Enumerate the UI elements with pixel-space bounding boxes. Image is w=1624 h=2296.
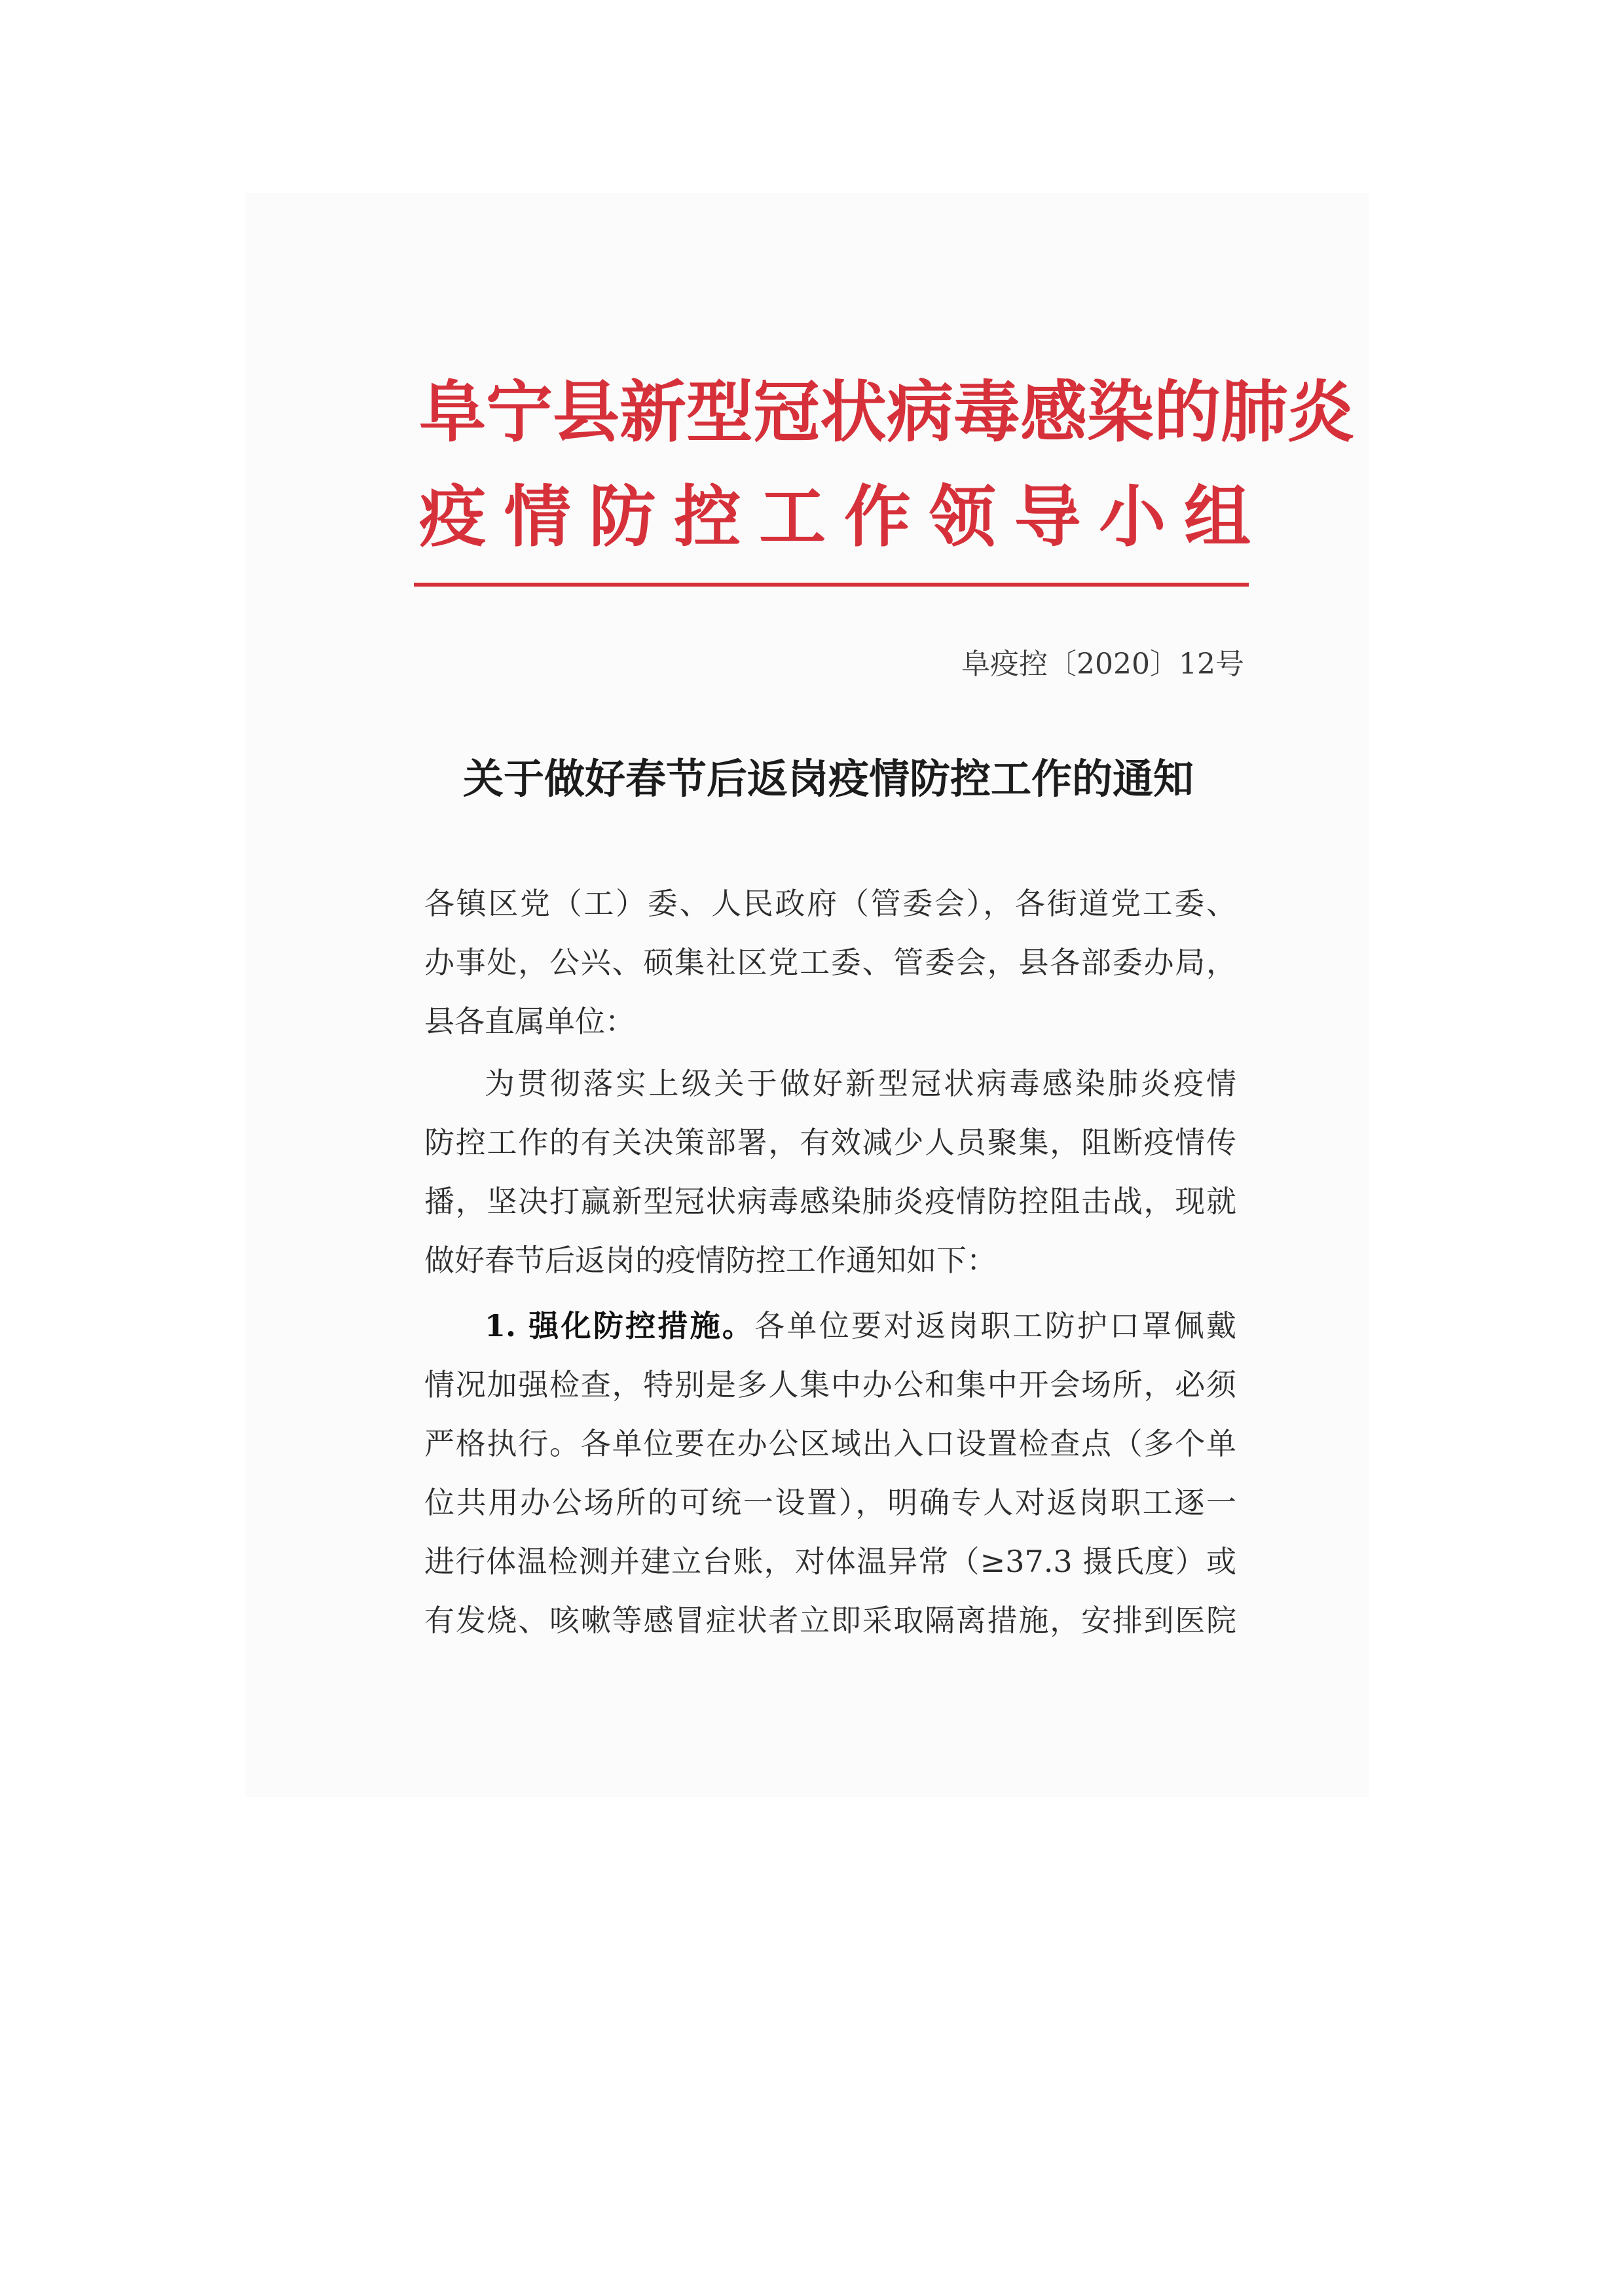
intro-line: 为贯彻落实上级关于做好新型冠状病毒感染肺炎疫情 <box>485 1066 1236 1101</box>
addressee-line: 办事处，公兴、硕集社区党工委、管委会，县各部委办局， <box>424 945 1236 980</box>
item-1-line: 严格执行。各单位要在办公区域出入口设置检查点（多个单 <box>424 1426 1236 1461</box>
intro-line: 播，坚决打赢新型冠状病毒感染肺炎疫情防控阻击战，现就 <box>424 1184 1236 1219</box>
item-1-heading: 1. 强化防控措施。 <box>485 1308 755 1343</box>
addressee-line: 县各直属单位： <box>424 1004 635 1039</box>
item-1-line: 进行体温检测并建立台账，对体温异常（≥37.3 摄氏度）或 <box>424 1544 1236 1579</box>
document-number: 阜疫控〔2020〕12号 <box>961 647 1244 681</box>
item-1-first-line <box>485 1296 1236 1355</box>
item-1-line: 有发烧、咳嗽等感冒症状者立即采取隔离措施，安排到医院 <box>424 1603 1236 1638</box>
red-header-rule <box>414 583 1249 587</box>
issuing-body-title-line-2: 疫情防控工作领导小组 <box>419 478 1251 556</box>
item-1-line: 情况加强检查，特别是多人集中办公和集中开会场所，必须 <box>424 1367 1236 1402</box>
notice-title: 关于做好春节后返岗疫情防控工作的通知 <box>462 755 1194 803</box>
item-1-text: 各单位要对返岗职工防护口罩佩戴 <box>754 1308 1236 1343</box>
intro-line: 防控工作的有关决策部署，有效减少人员聚集，阻断疫情传 <box>424 1125 1236 1160</box>
item-1-line: 位共用办公场所的可统一设置），明确专人对返岗职工逐一 <box>424 1485 1236 1520</box>
intro-line: 做好春节后返岗的疫情防控工作通知如下： <box>424 1243 997 1278</box>
issuing-body-title-line-1: 阜宁县新型冠状病毒感染的肺炎 <box>419 373 1354 452</box>
addressee-line: 各镇区党（工）委、人民政府（管委会），各街道党工委、 <box>424 886 1236 921</box>
